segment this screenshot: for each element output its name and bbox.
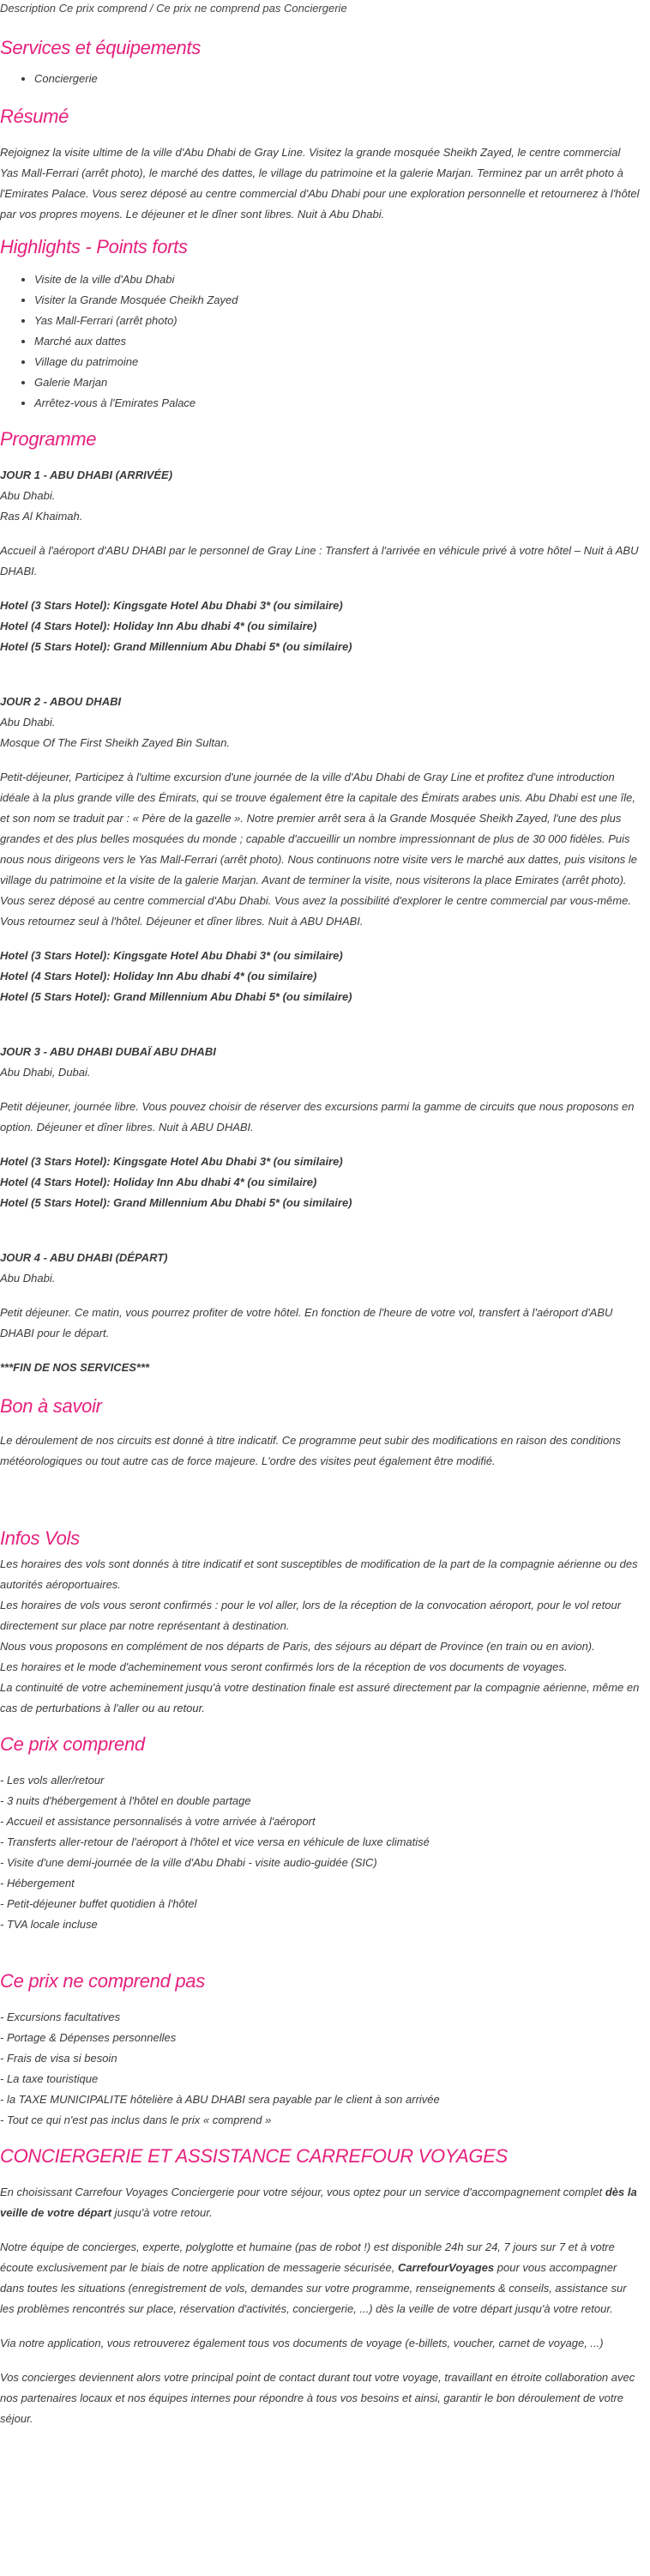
day-place: Abu Dhabi, Dubai. — [0, 1066, 91, 1079]
day-place: Mosque Of The First Sheikh Zayed Bin Sultan. — [0, 736, 231, 749]
conciergerie-text: En choisissant Carrefour Voyages Conciergerie pour votre séjour, vous optez pour un service d'accompagnement complet — [0, 2186, 605, 2198]
prix-comprend-list — [0, 1770, 641, 1935]
list-item: - 3 nuits d'hébergement à l'hôtel en double partage — [0, 1794, 251, 1807]
day-hotel: Hotel (4 Stars Hotel): Holiday Inn Abu dhabi 4* (ou similaire) — [0, 1176, 317, 1188]
tab-concierge[interactable]: Conciergerie — [283, 2, 347, 15]
list-item: • Visiter la Grande Mosquée Cheikh Zayed — [34, 290, 641, 311]
list-item: • Yas Mall-Ferrari (arrêt photo) — [34, 311, 641, 331]
highlights-title: Highlights - Points forts — [0, 236, 188, 257]
day-place: Ras Al Khaimah. — [0, 510, 83, 523]
day-hotel: Hotel (3 Stars Hotel): Kingsgate Hotel Abu Dhabi 3* (ou similaire) — [0, 1155, 343, 1168]
list-item: • Conciergerie — [34, 69, 641, 89]
tab-description[interactable]: Description — [0, 2, 57, 15]
conciergerie-text-bold: dès la veille de votre départ — [0, 2186, 637, 2219]
services-list — [0, 69, 641, 89]
day-hotel: Hotel (5 Stars Hotel): Grand Millennium Abu Dhabi 5* (ou similaire) — [0, 640, 352, 653]
list-item: - Visite d'une demi-journée de la ville d'Abu Dhabi - visite audio-guidée (SIC) — [0, 1856, 377, 1869]
day-hotel: Hotel (4 Stars Hotel): Holiday Inn Abu dhabi 4* (ou similaire) — [0, 620, 317, 632]
programme-day-2 — [0, 692, 641, 1007]
day-title: JOUR 4 - ABU DHABI (DÉPART) — [0, 1251, 168, 1264]
day-description: Petit déjeuner, journée libre. Vous pouvez choisir de réserver des excursions parmi la gamme de circuits que nous proposons en option. Déjeuner et dîner libres. Nuit à ABU DHABI. — [0, 1100, 635, 1134]
list-item: - Hébergement — [0, 1877, 75, 1890]
infos-vols-line: La continuité de votre acheminement jusqu'à votre destination finale est assuré directement par la compagnie aérienne, même en cas de perturbations à l'aller ou au retour. — [0, 1681, 640, 1714]
conciergerie-title: CONCIERGERIE ET ASSISTANCE CARREFOUR VOYAGES — [0, 2145, 508, 2167]
day-hotel: Hotel (3 Stars Hotel): Kingsgate Hotel Abu Dhabi 3* (ou similaire) — [0, 599, 343, 612]
highlights-list — [0, 269, 641, 414]
conciergerie-paragraph — [0, 2182, 641, 2223]
day-description: Accueil à l'aéroport d'ABU DHABI par le personnel de Gray Line : Transfert à l'arrivée en véhicule privé à votre hôtel – Nuit à ABU DHABI. — [0, 544, 639, 577]
day-title: JOUR 1 - ABU DHABI (ARRIVÉE) — [0, 469, 173, 481]
programme-end: ***FIN DE NOS SERVICES*** — [0, 1361, 150, 1374]
day-hotel: Hotel (5 Stars Hotel): Grand Millennium Abu Dhabi 5* (ou similaire) — [0, 990, 352, 1003]
list-item: - La taxe touristique — [0, 2072, 99, 2085]
infos-vols-line: Les horaires de vols vous seront confirmés : pour le vol aller, lors de la réception de la convocation aéroport, pour le vol retour directement sur place par notre représentant à destination. — [0, 1599, 622, 1632]
programme-day-4 — [0, 1248, 641, 1344]
infos-vols-line: Nous vous proposons en complément de nos départs de Paris, des séjours au départ de Province (en train ou en avion). — [0, 1640, 595, 1653]
list-item: - Transferts aller-retour de l'aéroport à l'hôtel et vice versa en véhicule de luxe climatisé — [0, 1835, 430, 1848]
day-place: Abu Dhabi. — [0, 1272, 56, 1285]
bon-a-savoir-text: Le déroulement de nos circuits est donné à titre indicatif. Ce programme peut subir des modifications en raison des conditions météorologiques ou tout autre cas de force majeure. L'ordre des visites peut également être modifié. — [0, 1434, 622, 1467]
app-name: CarrefourVoyages — [397, 2261, 495, 2274]
conciergerie-paragraph — [0, 2237, 641, 2319]
list-item: - Frais de visa si besoin — [0, 2052, 117, 2065]
programme-day-1 — [0, 465, 641, 657]
prix-ne-comprend-pas-title: Ce prix ne comprend pas — [0, 1970, 205, 1992]
list-item: - Portage & Dépenses personnelles — [0, 2031, 177, 2044]
tab-included-excluded[interactable]: Ce prix comprend / Ce prix ne comprend pas — [58, 2, 281, 15]
infos-vols-line: Les horaires des vols sont donnés à titre indicatif et sont susceptibles de modification de la part de la compagnie aérienne ou des autorités aéroportuaires. — [0, 1557, 638, 1591]
conciergerie-paragraph: Via notre application, vous retrouverez également tous vos documents de voyage (e-billets, voucher, carnet de voyage, ...) — [0, 2337, 604, 2349]
programme-title: Programme — [0, 428, 97, 450]
resume-text: Rejoignez la visite ultime de la ville d'Abu Dhabi de Gray Line. Visitez la grande mosquée Sheikh Zayed, le centre commercial Yas Mall-Ferrari (arrêt photo), le marché des dattes, le village du patrimoine et la galerie Marjan. Terminez par un arrêt photo à l'Emirates Palace. Vous serez déposé au centre commercial d'Abu Dhabi pour une exploration personnelle et retournerez à l'hôtel par vos propres moyens. Le déjeuner et le dîner sont libres. Nuit à Abu Dhabi. — [0, 146, 640, 221]
list-item: - Les vols aller/retour — [0, 1774, 105, 1787]
day-description: Petit-déjeuner, Participez à l'ultime excursion d'une journée de la ville d'Abu Dhabi de Gray Line et profitez d'une introduction idéale à la plus grande ville des Émirats, qui se trouve également être la capitale des Émirats arabes unis. Abu Dhabi est une île, et son nom se traduit par : « Père de la gazelle ». Notre premier arrêt sera à la Grande Mosquée Sheikh Zayed, l'une des plus grandes et des plus belles mosquées du monde ; capable d'accueillir un nombre impressionnant de plus de 30 000 fidèles. Puis nous nous dirigeons vers le Yas Mall-Ferrari (arrêt photo). Nous continuons notre visite vers le marché aux dattes, puis visitons le village du patrimoine et la visite de la galerie Marjan. Avant de terminer la visite, nous visiterons la place Emirates (arrêt photo). Vous serez déposé au centre commercial d'Abu Dhabi. Vous avez la possibilité d'explorer le centre commercial par vous-même. Vous retournez seul à l'hôtel. Déjeuner et dîner libres. Nuit à ABU DHABI. — [0, 771, 638, 928]
day-hotel: Hotel (5 Stars Hotel): Grand Millennium Abu Dhabi 5* (ou similaire) — [0, 1196, 352, 1209]
programme-day-3 — [0, 1042, 641, 1213]
prix-comprend-title: Ce prix comprend — [0, 1733, 145, 1755]
list-item: - TVA locale incluse — [0, 1918, 98, 1931]
prix-ne-comprend-pas-list — [0, 2007, 641, 2131]
conciergerie-paragraph: Vos concierges deviennent alors votre principal point de contact durant tout votre voyage, travaillant en étroite collaboration avec nos partenaires locaux et nos équipes internes pour répondre à tous vos besoins et ainsi, garantir le bon déroulement de votre séjour. — [0, 2371, 635, 2425]
day-title: JOUR 2 - ABOU DHABI — [0, 695, 122, 708]
day-description: Petit déjeuner. Ce matin, vous pourrez profiter de votre hôtel. En fonction de l'heure de votre vol, transfert à l'aéroport d'ABU DHABI pour le départ. — [0, 1306, 613, 1339]
list-item: • Visite de la ville d'Abu Dhabi — [34, 269, 641, 290]
conciergerie-text: Notre équipe de concierges, experte, polyglotte et humaine (pas de robot !) est disponible 24h sur 24, 7 jours sur 7 et à votre écoute exclusivement par le biais de notre application de messagerie sécurisée, — [0, 2240, 615, 2274]
day-place: Abu Dhabi. — [0, 489, 56, 502]
list-item: • Village du patrimoine — [34, 352, 641, 372]
day-hotel: Hotel (3 Stars Hotel): Kingsgate Hotel Abu Dhabi 3* (ou similaire) — [0, 949, 343, 962]
services-title: Services et équipements — [0, 37, 202, 58]
day-place: Abu Dhabi. — [0, 716, 56, 729]
list-item: • Arrêtez-vous à l'Emirates Palace — [34, 393, 641, 414]
list-item: • Marché aux dattes — [34, 331, 641, 352]
list-item: - Accueil et assistance personnalisés à votre arrivée à l'aéroport — [0, 1815, 316, 1828]
day-title: JOUR 3 - ABU DHABI DUBAÏ ABU DHABI — [0, 1045, 216, 1058]
bon-a-savoir-title: Bon à savoir — [0, 1395, 102, 1417]
infos-vols-line: Les horaires et le mode d'acheminement vous seront confirmés lors de la réception de vos documents de voyages. — [0, 1660, 568, 1673]
tabs-bar — [0, 0, 641, 17]
day-hotel: Hotel (4 Stars Hotel): Holiday Inn Abu dhabi 4* (ou similaire) — [0, 970, 317, 983]
list-item: - Petit-déjeuner buffet quotidien à l'hôtel — [0, 1897, 197, 1910]
conciergerie-text: jusqu'à votre retour. — [111, 2206, 213, 2219]
conciergerie-text: pour vous accompagner dans toutes les situations (enregistrement de vols, demandes sur votre programme, renseignements & conseils, assistance sur les problèmes rencontrés sur place, réservation d'activités, conciergerie, ...) dès la veille de votre départ jusqu'à votre retour. — [0, 2261, 627, 2315]
list-item: • Galerie Marjan — [34, 372, 641, 393]
resume-title: Résumé — [0, 106, 69, 127]
list-item: - Excursions facultatives — [0, 2011, 121, 2023]
list-item: - Tout ce qui n'est pas inclus dans le prix « comprend » — [0, 2113, 272, 2126]
infos-vols-text — [0, 1554, 641, 1719]
list-item: - la TAXE MUNICIPALITE hôtelière à ABU DHABI sera payable par le client à son arrivée — [0, 2093, 440, 2106]
infos-vols-title: Infos Vols — [0, 1527, 80, 1549]
